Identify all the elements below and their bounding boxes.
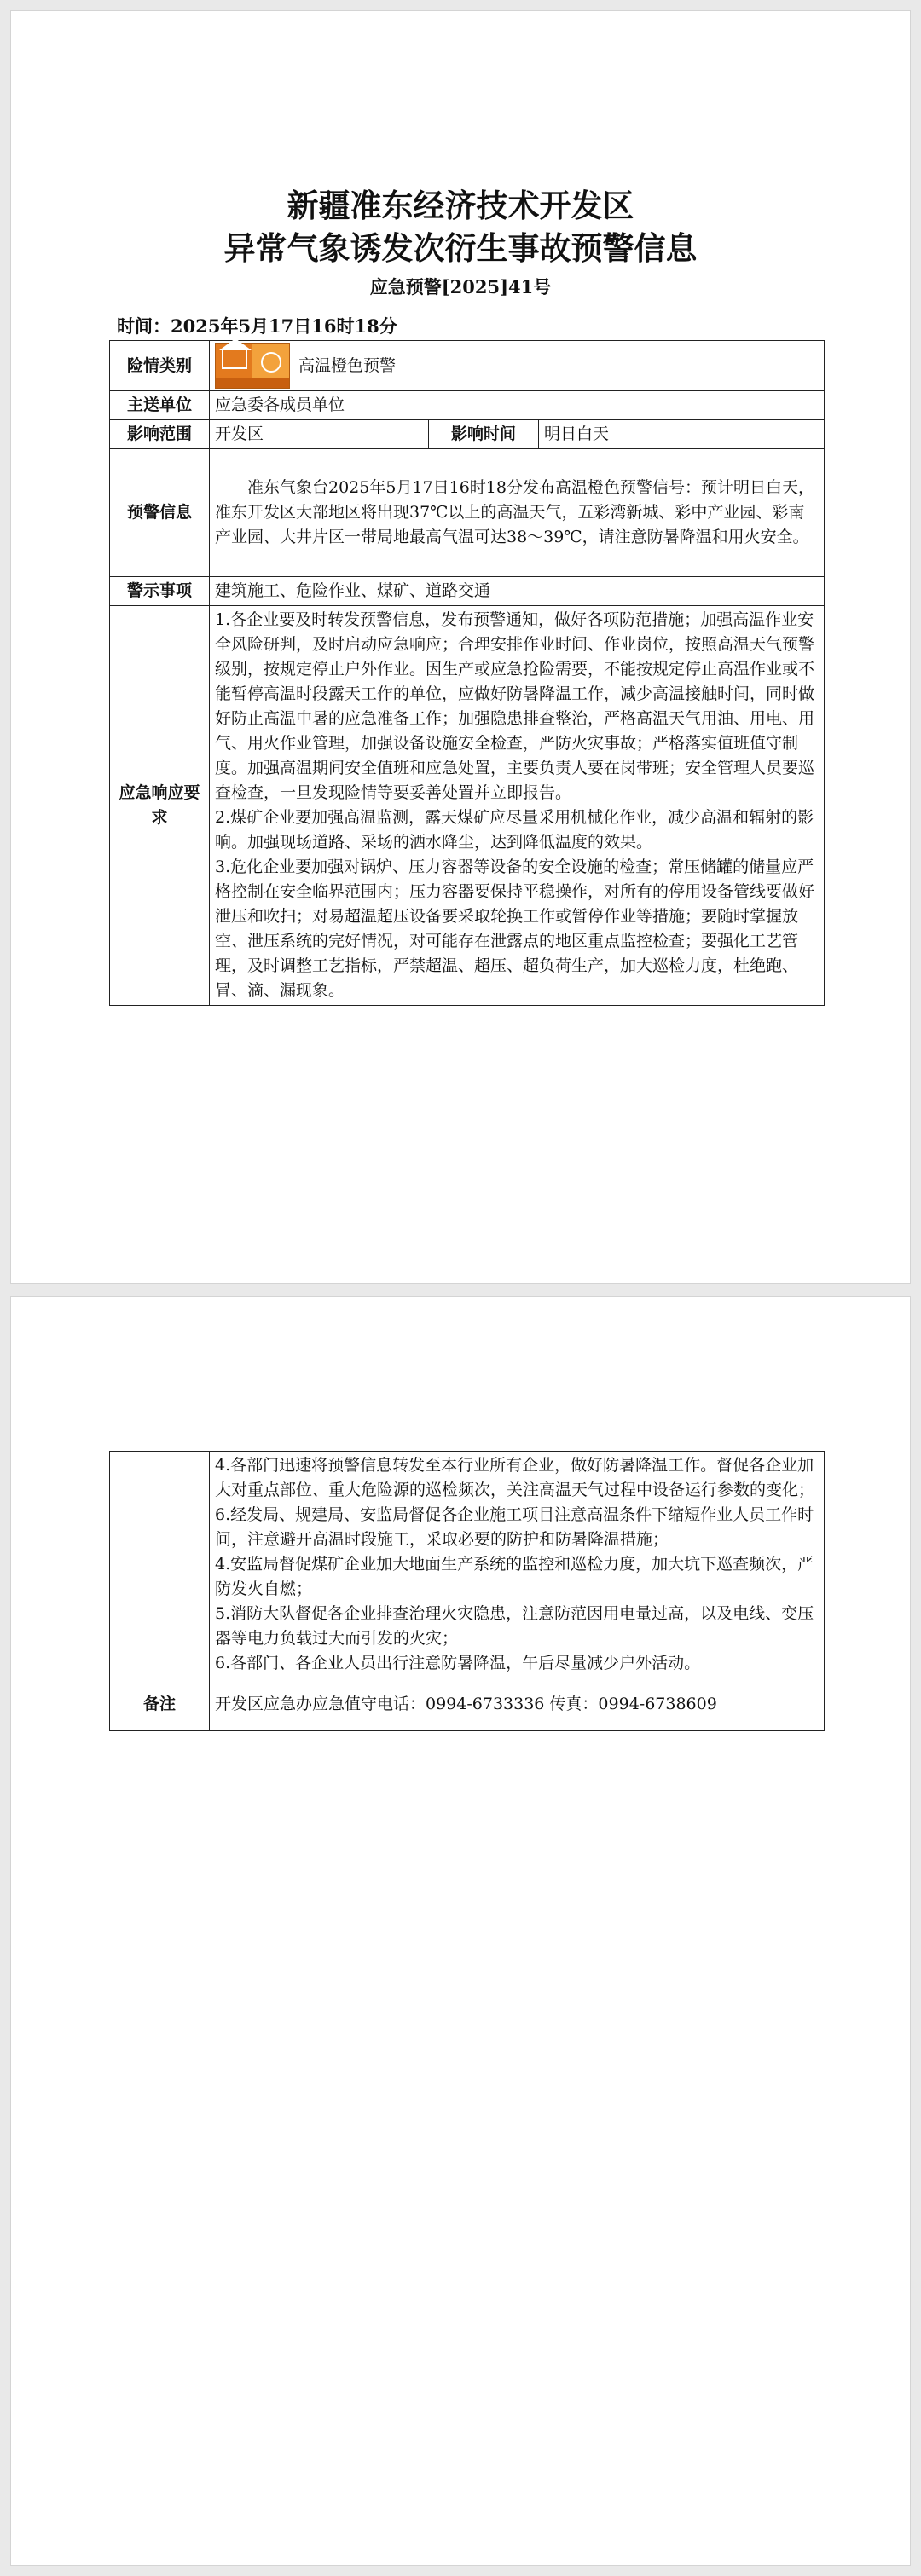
response-item: 6.经发局、规建局、安监局督促各企业施工项目注意高温条件下缩短作业人员工作时间，注意避开高温时段施工，采取必要的防护和防暑降温措施； bbox=[215, 1505, 814, 1549]
scope-value: 开发区 bbox=[210, 420, 429, 449]
issue-time: 时间：2025年5月17日16时18分 bbox=[117, 315, 397, 337]
table-row bbox=[110, 420, 825, 449]
response-item: 4.安监局督促煤矿企业加大地面生产系统的监控和巡检力度，加大坑下巡查频次，严防发火自燃； bbox=[215, 1555, 814, 1598]
document-title-line2: 异常气象诱发次衍生事故预警信息 bbox=[223, 230, 698, 267]
table-row bbox=[110, 606, 825, 1006]
document-page-1 bbox=[10, 10, 911, 1284]
remark-label: 备注 bbox=[110, 1678, 210, 1731]
warning-text-cell bbox=[210, 449, 825, 577]
response-item: 6.各部门、各企业人员出行注意防暑降温，午后尽量减少户外活动。 bbox=[215, 1654, 701, 1672]
remark-value: 开发区应急办应急值守电话：0994-6733336 传真：0994-6738609 bbox=[210, 1678, 825, 1731]
alert-label: 警示事项 bbox=[110, 577, 210, 606]
time-label: 影响时间 bbox=[429, 420, 539, 449]
response-item: 2.煤矿企业要加强高温监测，露天煤矿应尽量采用机械化作业，减少高温和辐射的影响。加强现场道路、采场的洒水降尘，达到降低温度的效果。 bbox=[215, 808, 814, 852]
response-cell-page1 bbox=[210, 606, 825, 1006]
warning-text: 准东气象台2025年5月17日16时18分发布高温橙色预警信号：预计明日白天，准东开发区大部地区将出现37℃以上的高温天气，五彩湾新城、彩中产业园、彩南产业园、大井片区一带局地最高气温可达38～39℃，请注意防暑降温和用火安全。 bbox=[215, 478, 814, 546]
category-cell bbox=[210, 341, 825, 391]
response-label: 应急响应要求 bbox=[110, 606, 210, 1006]
document-number: 应急预警[2025]41号 bbox=[369, 276, 552, 297]
response-item: 3.危化企业要加强对锅炉、压力容器等设备的安全设施的检查；常压储罐的储量应严格控制在安全临界范围内；压力容器要保持平稳操作，对所有的停用设备管线要做好泄压和吹扫；对易超温超压设备要采取轮换工作或暂停作业等措施；要随时掌握放空、泄压系统的完好情况，对可能存在泄露点的地区重点监控检查；要强化工艺管理，及时调整工艺指标，严禁超温、超压、超负荷生产，加大巡检力度，杜绝跑、冒、滴、漏现象。 bbox=[215, 858, 815, 1000]
document-page-2 bbox=[10, 1296, 911, 2566]
response-item: 4.各部门迅速将预警信息转发至本行业所有企业，做好防暑降温工作。督促各企业加大对重点部位、重大危险源的巡检频次，关注高温天气过程中设备运行参数的变化； bbox=[215, 1456, 815, 1499]
recipient-value: 应急委各成员单位 bbox=[210, 391, 825, 420]
response-cell-page2 bbox=[210, 1452, 825, 1678]
response-item: 1.各企业要及时转发预警信息，发布预警通知，做好各项防范措施；加强高温作业安全风险研判，及时启动应急响应；合理安排作业时间、作业岗位，按照高温天气预警级别，按规定停止户外作业。因生产或应急抢险需要，不能按规定停止高温作业或不能暂停高温时段露天工作的单位，应做好防暑降温工作，减少高温接触时间，同时做好防止高温中暑的应急准备工作；加强隐患排查整治，严格高温天气用油、用电、用气、用火作业管理，加强设备设施安全检查，严防火灾事故；严格落实值班值守制度。加强高温期间安全值班和应急处置，主要负责人要在岗带班；安全管理人员要巡查检查，一旦发现险情等要妥善处置并立即报告。 bbox=[215, 610, 815, 802]
table-row bbox=[110, 449, 825, 577]
category-value: 高温橙色预警 bbox=[298, 355, 397, 375]
warning-label: 预警信息 bbox=[110, 449, 210, 577]
response-label-continued bbox=[110, 1452, 210, 1678]
table-row bbox=[110, 577, 825, 606]
table-row bbox=[110, 1678, 825, 1731]
response-item: 5.消防大队督促各企业排查治理火灾隐患，注意防范因用电量过高，以及电线、变压器等电力负载过大而引发的火灾； bbox=[215, 1604, 814, 1648]
category-label: 险情类别 bbox=[110, 341, 210, 391]
recipient-label: 主送单位 bbox=[110, 391, 210, 420]
scope-label: 影响范围 bbox=[110, 420, 210, 449]
document-title-line1: 新疆准东经济技术开发区 bbox=[287, 188, 634, 224]
alert-value: 建筑施工、危险作业、煤矿、道路交通 bbox=[210, 577, 825, 606]
table-row bbox=[110, 341, 825, 391]
high-temperature-orange-warning-icon bbox=[215, 343, 290, 389]
table-row bbox=[110, 391, 825, 420]
table-row bbox=[110, 1452, 825, 1678]
warning-table bbox=[109, 340, 825, 1006]
time-value: 明日白天 bbox=[539, 420, 825, 449]
warning-table-continued bbox=[109, 1451, 825, 1731]
